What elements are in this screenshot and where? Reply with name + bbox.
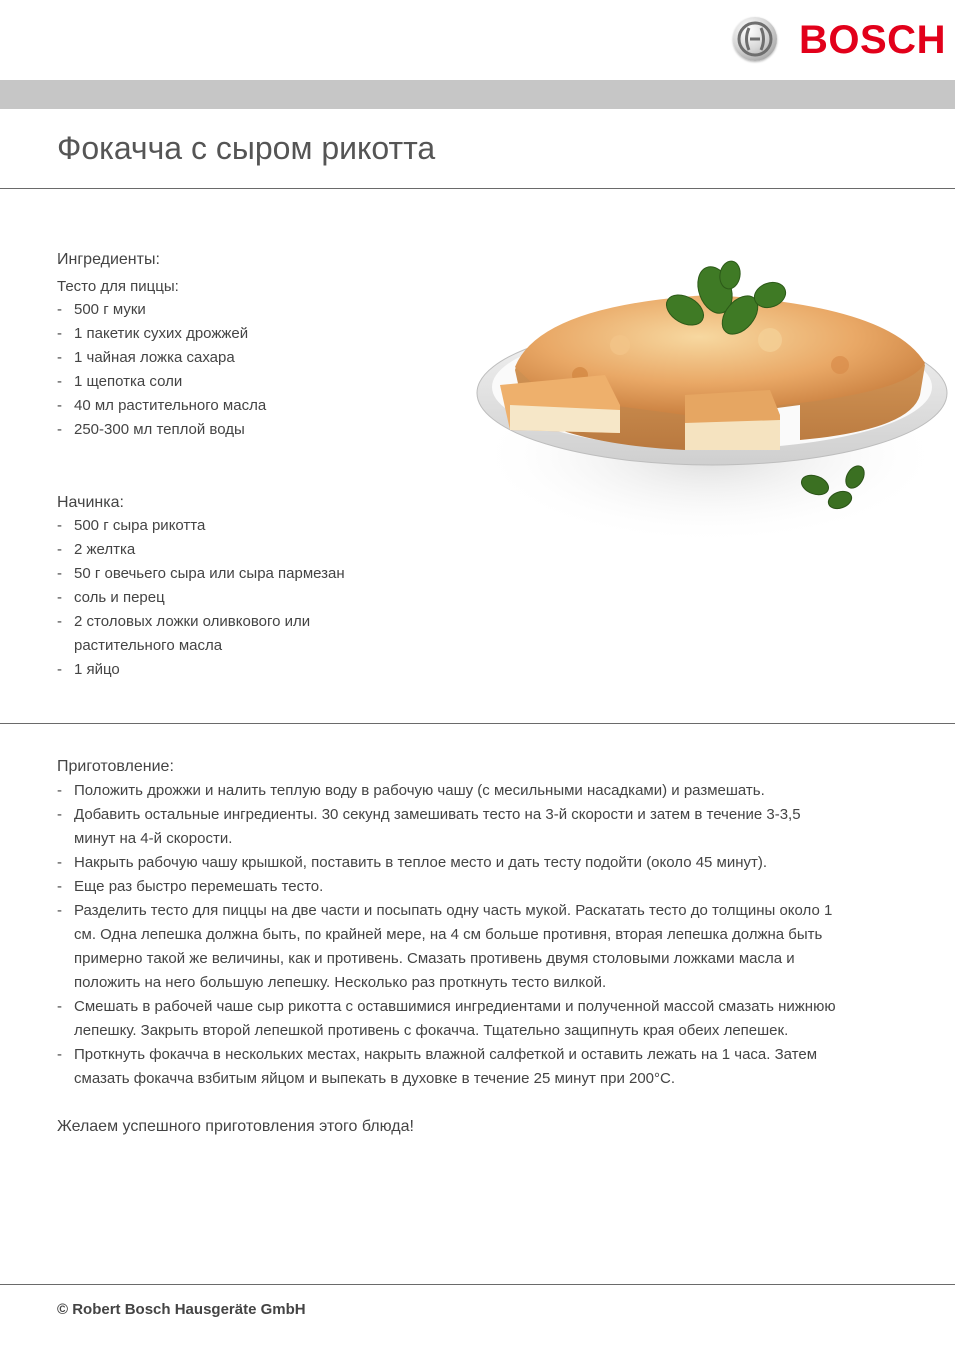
list-item-text: Проткнуть фокачча в нескольких местах, накрыть влажной салфеткой и оставить лежать на 1 часа. Затем: [74, 1046, 818, 1063]
list-item-text: 1 яйцо: [74, 661, 120, 678]
list-bullet: -: [57, 349, 62, 366]
list-item-text: 500 г муки: [74, 301, 146, 318]
list-item-text: Добавить остальные ингредиенты. 30 секунд замешивать тесто на 3-й скорости и затем в течение 3-3,5: [74, 806, 801, 823]
step-line: [57, 827, 836, 851]
ingredient-item: [57, 562, 345, 586]
header-band: [0, 80, 955, 109]
list-bullet: -: [57, 397, 62, 414]
list-item-text: Смешать в рабочей чаше сыр рикотта с оставшимися ингредиентами и полученной массой смазать нижнюю: [74, 998, 836, 1015]
list-bullet: -: [57, 902, 62, 919]
ingredients-heading: Ингредиенты:: [57, 251, 160, 268]
filling-heading: Начинка:: [57, 494, 124, 511]
ingredient-item: [57, 322, 266, 346]
list-item-text: 2 столовых ложки оливкового или: [74, 613, 311, 630]
divider: [0, 723, 955, 724]
ingredient-item: [57, 586, 345, 610]
list-bullet: -: [57, 878, 62, 895]
ingredient-item: [57, 514, 345, 538]
ingredient-item: [57, 610, 345, 634]
list-bullet: -: [57, 421, 62, 438]
list-item-text: Еще раз быстро перемешать тесто.: [74, 878, 324, 895]
dough-list: [57, 298, 266, 442]
list-item-text: 1 щепотка соли: [74, 373, 183, 390]
list-item-text: положить на него большую лепешку. Несколько раз проткнуть тесто вилкой.: [74, 974, 607, 991]
bosch-logo: [733, 15, 946, 67]
ingredient-item: [57, 394, 266, 418]
list-bullet: -: [57, 854, 62, 871]
ingredient-item: [57, 634, 345, 658]
list-bullet: -: [57, 589, 62, 606]
focaccia-photo: [470, 255, 955, 545]
ingredient-item: [57, 298, 266, 322]
ingredient-item: [57, 346, 266, 370]
filling-list: [57, 514, 345, 682]
list-bullet: -: [57, 1046, 62, 1063]
list-item-text: см. Одна лепешка должна быть, по крайней мере, на 4 см больше противня, вторая лепешка должна быть: [74, 926, 823, 943]
step-line: [57, 995, 836, 1019]
list-item-text: Положить дрожжи и налить теплую воду в рабочую чашу (с месильными насадками) и размешать.: [74, 782, 765, 799]
step-line: [57, 923, 836, 947]
list-bullet: -: [57, 565, 62, 582]
copyright-footer: © Robert Bosch Hausgeräte GmbH: [57, 1301, 306, 1318]
list-item-text: 50 г овечьего сыра или сыра пармезан: [74, 565, 345, 582]
step-line: [57, 947, 836, 971]
page-header: [0, 0, 955, 80]
list-bullet: -: [57, 806, 62, 823]
ingredient-item: [57, 370, 266, 394]
list-item-text: соль и перец: [74, 589, 165, 606]
list-bullet: -: [57, 301, 62, 318]
dough-heading: Тесто для пиццы:: [57, 278, 179, 295]
list-bullet: -: [57, 517, 62, 534]
list-item-text: минут на 4-й скорости.: [74, 830, 233, 847]
list-item-text: Накрыть рабочую чашу крышкой, поставить в теплое место и дать тесту подойти (около 45 минут).: [74, 854, 768, 871]
step-line: [57, 779, 836, 803]
preparation-list: [57, 779, 836, 1091]
list-bullet: -: [57, 661, 62, 678]
step-line: [57, 851, 836, 875]
list-item-text: 1 пакетик сухих дрожжей: [74, 325, 249, 342]
ingredient-item: [57, 418, 266, 442]
brand-name: BOSCH: [799, 18, 946, 62]
list-bullet: -: [57, 373, 62, 390]
list-item-text: Разделить тесто для пиццы на две части и посыпать одну часть мукой. Раскатать тесто до толщины около 1: [74, 902, 833, 919]
list-bullet: -: [57, 325, 62, 342]
ingredient-item: [57, 658, 345, 682]
list-bullet: -: [57, 613, 62, 630]
list-item-text: 1 чайная ложка сахара: [74, 349, 235, 366]
step-line: [57, 1019, 836, 1043]
step-line: [57, 1067, 836, 1091]
list-bullet: -: [57, 782, 62, 799]
ingredient-item: [57, 538, 345, 562]
list-item-text: 2 желтка: [74, 541, 136, 558]
divider: [0, 188, 955, 189]
list-item-text: примерно такой же величины, как и противень. Смазать противень двумя столовыми ложками масла и: [74, 950, 795, 967]
divider: [0, 1284, 955, 1285]
step-line: [57, 899, 836, 923]
list-item-text: растительного масла: [74, 637, 223, 654]
step-line: [57, 971, 836, 995]
list-item-text: 40 мл растительного масла: [74, 397, 267, 414]
list-bullet: -: [57, 541, 62, 558]
list-item-text: 250-300 мл теплой воды: [74, 421, 245, 438]
bosch-armature-icon: [733, 17, 777, 61]
preparation-heading: Приготовление:: [57, 758, 174, 775]
page-title: Фокачча с сыром рикотта: [57, 130, 436, 166]
step-line: [57, 1043, 836, 1067]
step-line: [57, 803, 836, 827]
list-item-text: смазать фокачча взбитым яйцом и выпекать в духовке в течение 25 минут при 200°C.: [74, 1070, 676, 1087]
list-bullet: -: [57, 998, 62, 1015]
step-line: [57, 875, 836, 899]
list-item-text: 500 г сыра рикотта: [74, 517, 206, 534]
closing-wish: Желаем успешного приготовления этого блюда!: [57, 1118, 414, 1135]
list-item-text: лепешку. Закрыть второй лепешкой противень с фокачча. Тщательно защипнуть края обеих лепешек.: [74, 1022, 789, 1039]
